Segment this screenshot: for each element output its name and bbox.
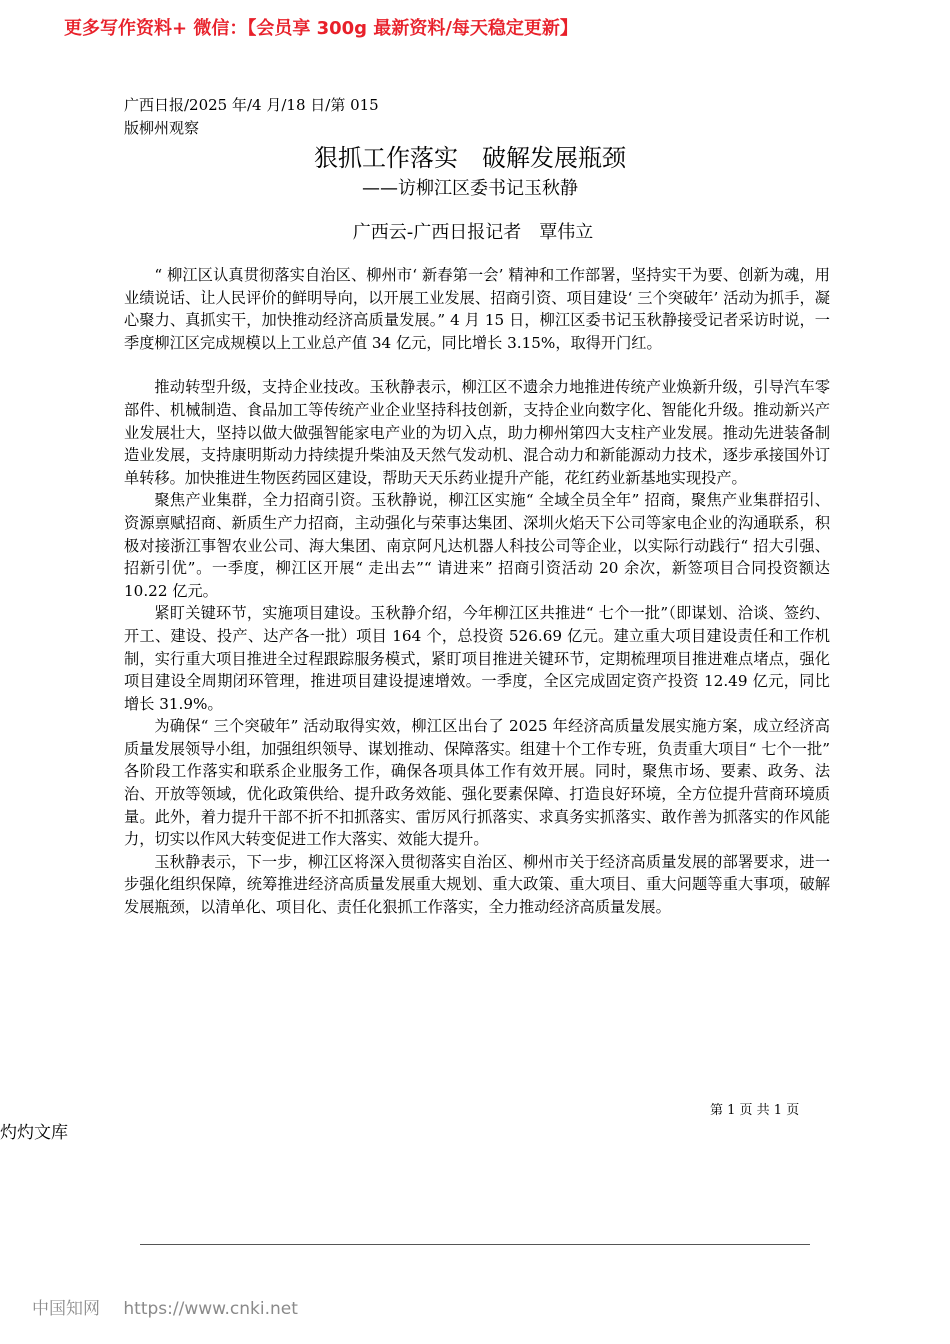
article-byline: 广西云-广西日报记者 覃伟立 — [352, 222, 594, 243]
source-line: 广西日报/2025 年/4 月/18 日/第 015 — [124, 96, 379, 114]
article-title: 狠抓工作落实 破解发展瓶颈 — [314, 144, 626, 172]
source-info — [124, 94, 379, 140]
footer-url[interactable]: https://www.cnki.net — [123, 1299, 298, 1319]
article-body — [124, 264, 830, 919]
watermark-text: 灼灼文库 — [0, 1123, 68, 1143]
paragraph: 紧盯关键环节，实施项目建设。玉秋静介绍，今年柳江区共推进“ 七个一批”（即谋划、洽谈、签约、开工、建设、投产、达产各一批）项目 164 个，总投资 526.69 亿元。建立重大项目建设责任和工作机制，实行重大项目推进全过程跟踪服务模式，紧盯项目推进关键环节，定期梳理项目推进难点堵点，强化项目建设全周期闭环管理，推进项目建设提速增效。一季度，全区完成固定资产投资 12.49 亿元，同比增长 31.9%。 — [124, 604, 830, 713]
footer-site-name: 中国知网 — [32, 1299, 100, 1319]
promo-banner: 更多写作资料+ 微信：【会员享 300g 最新资料/每天稳定更新】 — [64, 18, 578, 39]
paragraph: 聚焦产业集群，全力招商引资。玉秋静说，柳江区实施“ 全域全员全年” 招商，聚焦产业集群招引、资源禀赋招商、新质生产力招商，主动强化与荣事达集团、深圳火焰天下公司等家电企业的沟通联系，积极对接浙江事智农业公司、海大集团、南京阿凡达机器人科技公司等企业，以实际行动践行“ 招大引强、招新引优”。一季度，柳江区开展“ 走出去”“ 请进来” 招商引资活动 20 余次，新签项目合同投资额达 10.22 亿元。 — [124, 491, 830, 600]
paragraph: 为确保“ 三个突破年” 活动取得实效，柳江区出台了 2025 年经济高质量发展实施方案，成立经济高质量发展领导小组，加强组织领导、谋划推动、保障落实。组建十个工作专班，负责重大项目“ 七个一批” 各阶段工作落实和联系企业服务工作，确保各项具体工作有效开展。同时，聚焦市场、要素、政务、法治、开放等领域，优化政策供给、提升政务效能、强化要素保障、打造良好环境，全方位提升营商环境质量。此外，着力提升干部不折不扣抓落实、雷厉风行抓落实、求真务实抓落实、敢作善为抓落实的作风能力，切实以作风大转变促进工作大落实、效能大提升。 — [124, 717, 830, 849]
footer — [32, 1294, 316, 1319]
footer-divider — [140, 1244, 810, 1245]
page-number: 第 1 页 共 1 页 — [710, 1103, 800, 1118]
paragraph: 玉秋静表示，下一步，柳江区将深入贯彻落实自治区、柳州市关于经济高质量发展的部署要求，进一步强化组织保障，统筹推进经济高质量发展重大规划、重大政策、重大项目、重大问题等重大事项，破解发展瓶颈，以清单化、项目化、责任化狠抓工作落实，全力推动经济高质量发展。 — [124, 852, 830, 917]
paragraph: “ 柳江区认真贯彻落实自治区、柳州市‘ 新春第一会’ 精神和工作部署，坚持实干为要、创新为魂，用业绩说话、让人民评价的鲜明导向，以开展工业发展、招商引资、项目建设‘ 三个突破年’ 活动为抓手，凝心聚力、真抓实干，加快推动经济高质量发展。” 4 月 15 日，柳江区委书记玉秋静接受记者采访时说，一季度柳江区完成规模以上工业总产值 34 亿元，同比增长 3.15%，取得开门红。 — [124, 266, 830, 352]
article-subtitle: ——访柳江区委书记玉秋静 — [362, 178, 578, 199]
edition-line: 版柳州观察 — [124, 119, 200, 137]
paragraph: 推动转型升级，支持企业技改。玉秋静表示，柳江区不遗余力地推进传统产业焕新升级，引导汽车零部件、机械制造、食品加工等传统产业企业坚持科技创新，支持企业向数字化、智能化升级。推动新兴产业发展壮大，坚持以做大做强智能家电产业的为切入点，助力柳州第四大支柱产业发展。推动先进装备制造业发展，支持康明斯动力持续提升柴油及天然气发动机、混合动力和新能源动力技术，逐步承接国外订单转移。加快推进生物医药园区建设，帮助天天乐药业提升产能，花红药业新基地实现投产。 — [124, 378, 830, 487]
